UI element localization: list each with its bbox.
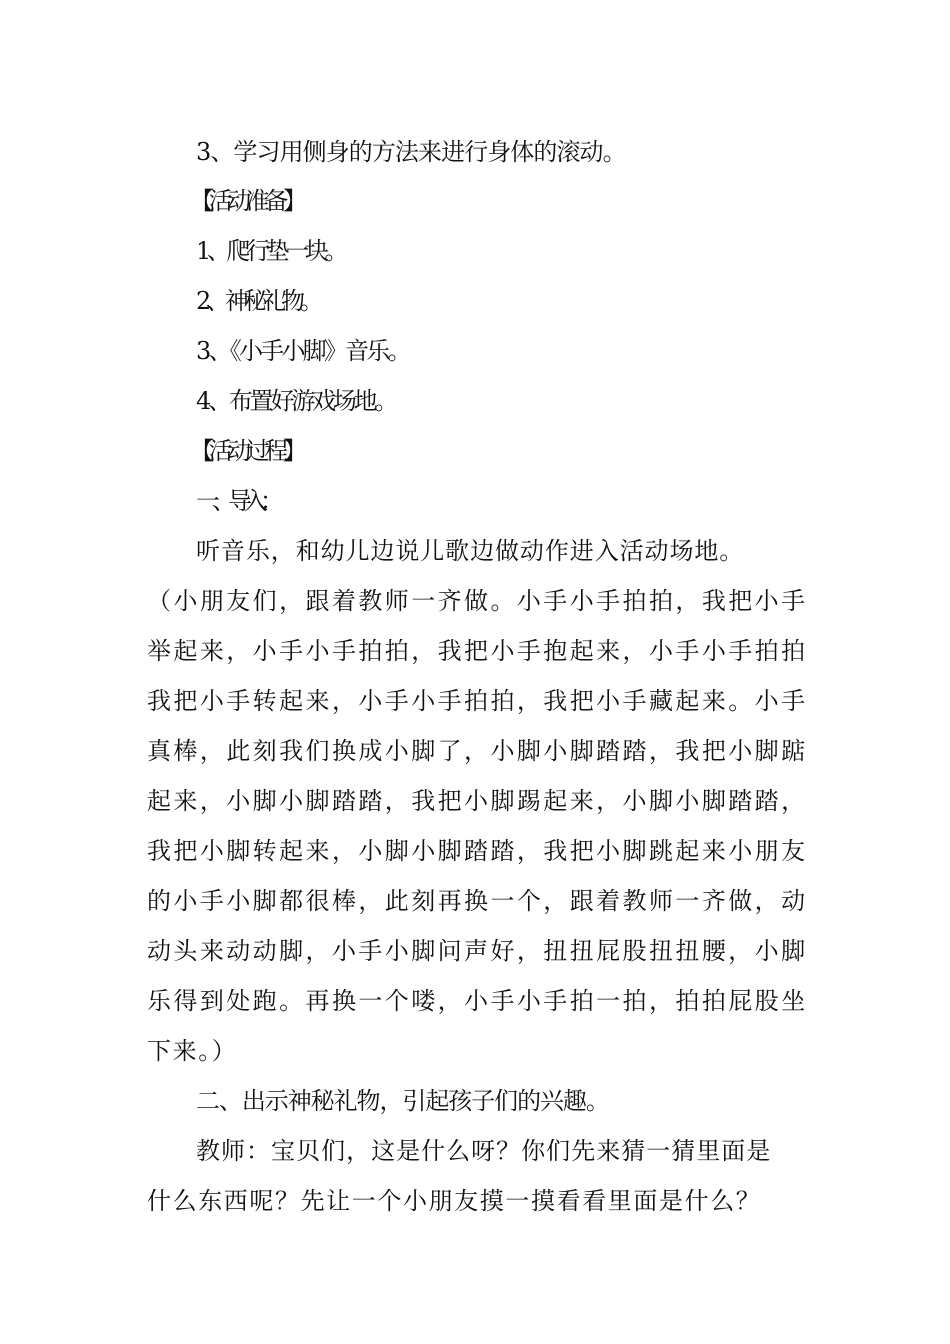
- step1-line-5: 真棒，此刻我们换成小脚了，小脚小脚踏踏，我把小脚踮: [147, 737, 808, 765]
- step1-line-4: 我把小手转起来，小手小手拍拍，我把小手藏起来。小手: [147, 687, 808, 715]
- preparation-item-2: 2、神秘礼物。: [196, 287, 319, 315]
- step1-line-6: 起来，小脚小脚踏踏，我把小脚踢起来，小脚小脚踏踏，: [147, 787, 808, 815]
- step1-line-3: 举起来，小手小手拍拍，我把小手抱起来，小手小手拍拍: [147, 637, 808, 665]
- step1-title: 一、导入：: [196, 487, 276, 515]
- preparation-heading: 【活动准备】: [190, 187, 302, 215]
- step1-line-10: 乐得到处跑。再换一个喽，小手小手拍一拍，拍拍屁股坐: [147, 987, 808, 1015]
- step1-line-7: 我把小脚转起来，小脚小脚踏踏，我把小脚跳起来小朋友: [147, 837, 808, 865]
- step1-line-8: 的小手小脚都很棒，此刻再换一个，跟着教师一齐做，动: [147, 887, 808, 915]
- preparation-item-4: 4、布置好游戏场地。: [196, 387, 396, 415]
- step2-line-2: 什么东西呢？先让一个小朋友摸一摸看看里面是什么？: [147, 1187, 762, 1215]
- preparation-item-1: 1、爬行垫一块。: [196, 237, 345, 265]
- process-heading: 【活动过程】: [190, 437, 302, 465]
- step1-line-2: （小朋友们，跟着教师一齐做。小手小手拍拍，我把小手: [147, 587, 808, 615]
- preparation-item-3: 3、《小手小脚》音乐。: [196, 337, 409, 365]
- step2-title: 二、出示神秘礼物，引起孩子们的兴趣。: [196, 1087, 609, 1115]
- step1-line-1: 听音乐，和幼儿边说儿歌边做动作进入活动场地。: [196, 537, 745, 565]
- step2-line-1: 教师：宝贝们，这是什么呀？你们先来猜一猜里面是: [196, 1137, 772, 1165]
- goal-item-3: 3、学习用侧身的方法来进行身体的滚动。: [196, 138, 626, 166]
- step1-line-11: 下来。）: [147, 1037, 238, 1065]
- step1-line-9: 动头来动动脚，小手小脚问声好，扭扭屁股扭扭腰，小脚: [147, 937, 808, 965]
